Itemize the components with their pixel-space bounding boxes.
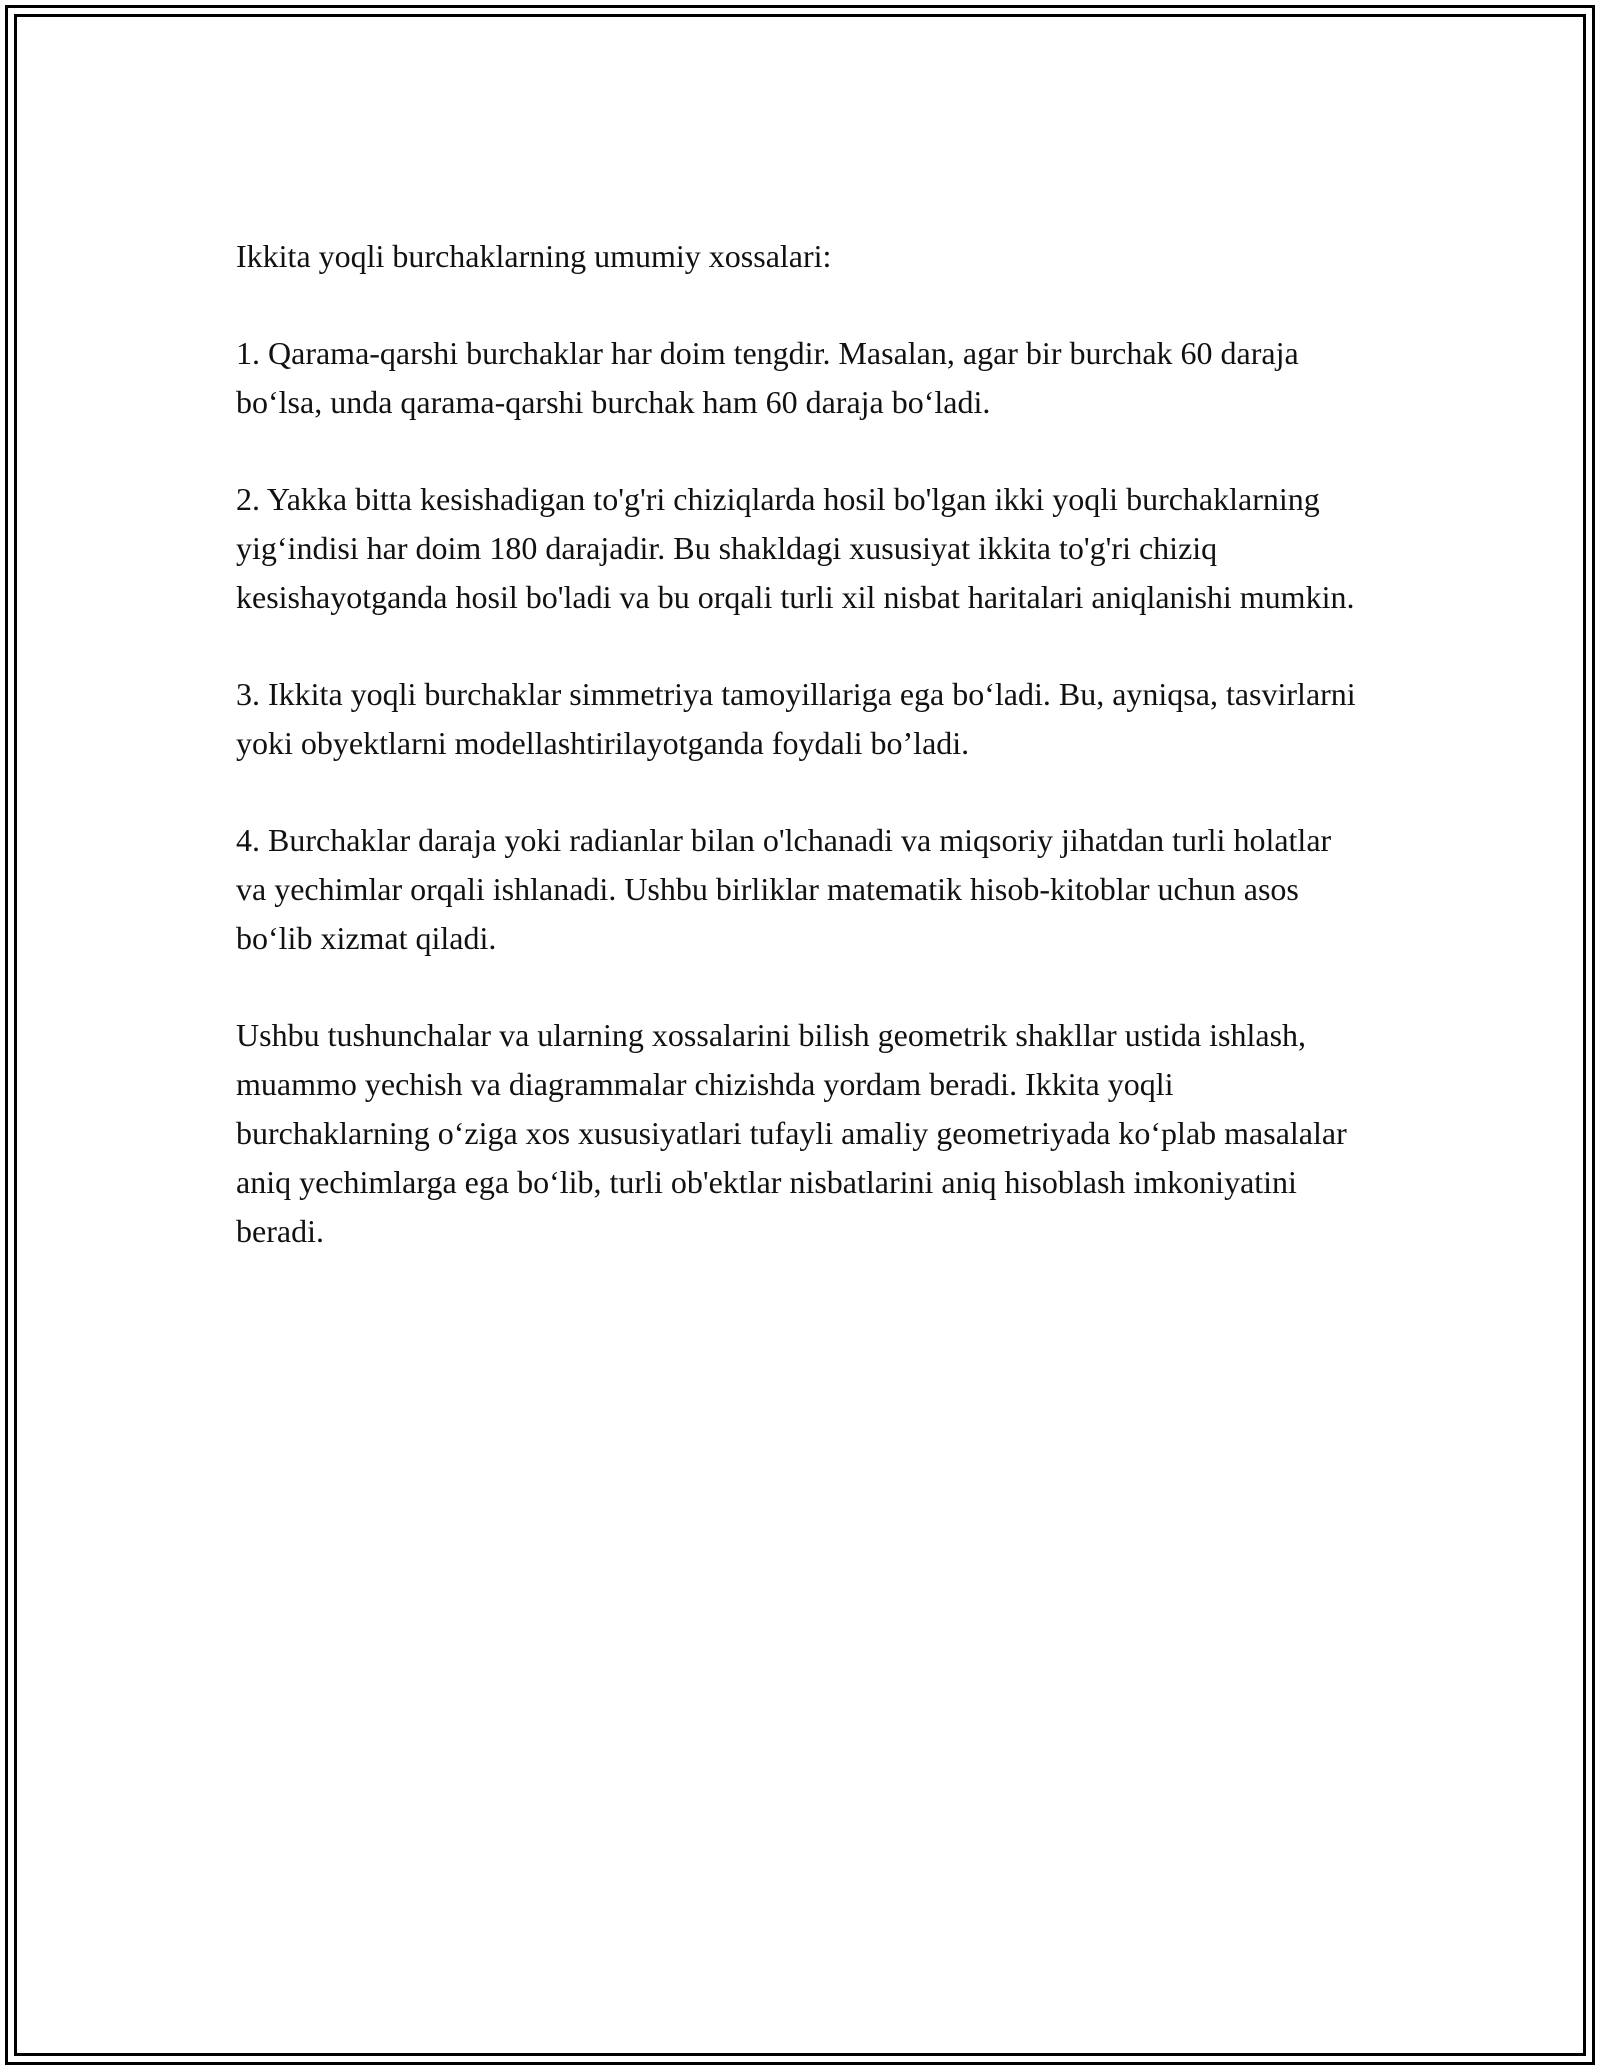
document-heading: Ikkita yoqli burchaklarning umumiy xossalari: bbox=[236, 238, 832, 274]
paragraph-1: 1. Qarama-qarshi burchaklar har doim tengdir. Masalan, agar bir burchak 60 daraja bo‘lsa, unda qarama-qarshi burchak ham 60 daraja bo‘ladi. bbox=[236, 335, 1299, 420]
paragraph-2: 2. Yakka bitta kesishadigan to'g'ri chiziqlarda hosil bo'lgan ikki yoqli burchaklarning yig‘indisi har doim 180 darajadir. Bu shakldagi xususiyat ikkita to'g'ri chiziq kesishayotganda hosil bo'ladi va bu orqali turli xil nisbat haritalari aniqlanishi mumkin. bbox=[236, 481, 1355, 615]
document-body bbox=[236, 232, 1366, 1304]
paragraph-conclusion: Ushbu tushunchalar va ularning xossalarini bilish geometrik shakllar ustida ishlash, muammo yechish va diagrammalar chizishda yordam beradi. Ikkita yoqli burchaklarning o‘ziga xos xususiyatlari tufayli amaliy geometriyada ko‘plab masalalar aniq yechimlarga ega bo‘lib, turli ob'ektlar nisbatlarini aniq hisoblash imkoniyatini beradi. bbox=[236, 1017, 1347, 1249]
paragraph-3: 3. Ikkita yoqli burchaklar simmetriya tamoyillariga ega bo‘ladi. Bu, ayniqsa, tasvirlarni yoki obyektlarni modellashtirilayotganda foydali bo’ladi. bbox=[236, 676, 1356, 761]
paragraph-4: 4. Burchaklar daraja yoki radianlar bilan o'lchanadi va miqsoriy jihatdan turli holatlar va yechimlar orqali ishlanadi. Ushbu birliklar matematik hisob-kitoblar uchun asos bo‘lib xizmat qiladi. bbox=[236, 822, 1332, 956]
